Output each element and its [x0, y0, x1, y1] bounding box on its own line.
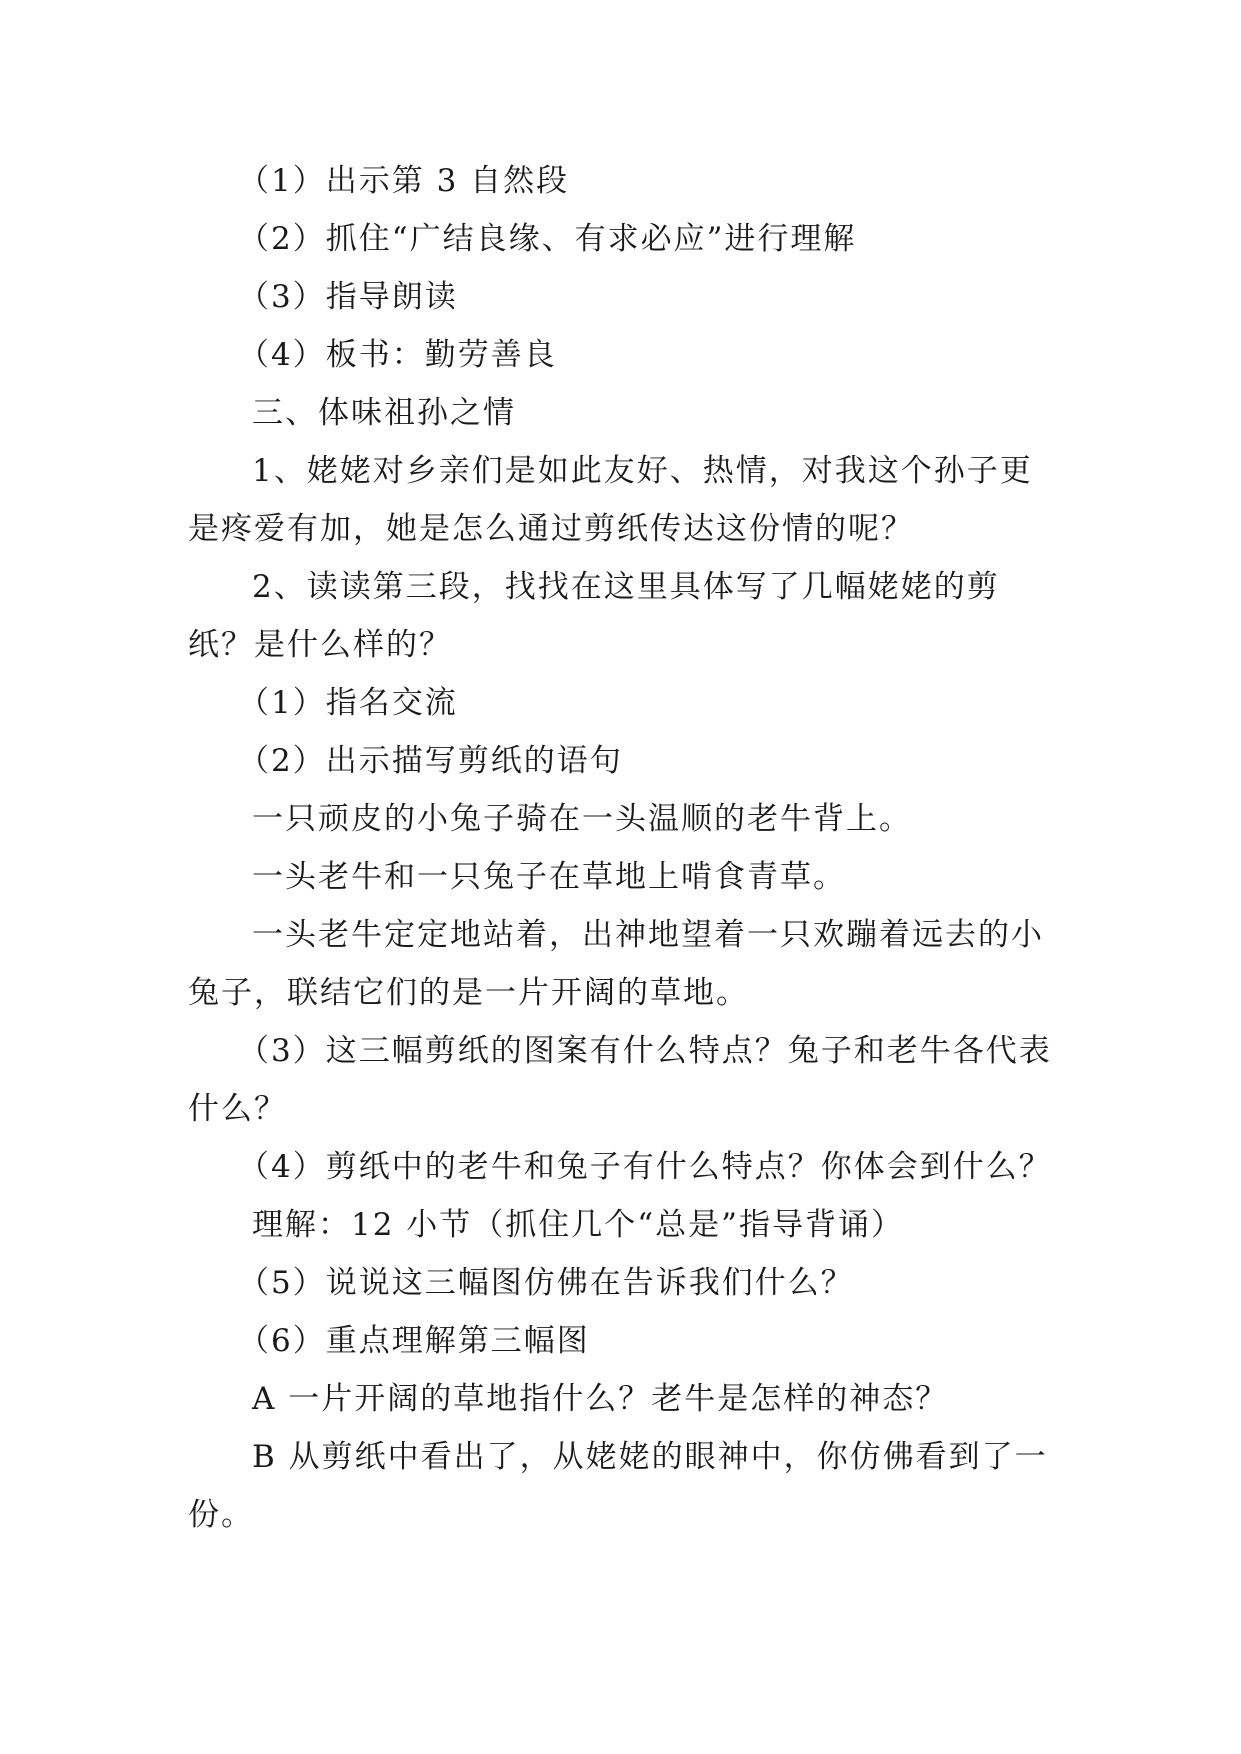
paragraph-14: （4）剪纸中的老牛和兔子有什么特点？你体会到什么？	[238, 1149, 1052, 1185]
paragraph-8: （1）指名交流	[238, 685, 458, 721]
document-body	[188, 152, 1058, 1544]
paragraph-16: （5）说说这三幅图仿佛在告诉我们什么？	[238, 1265, 854, 1301]
paragraph-13: （3）这三幅剪纸的图案有什么特点？兔子和老牛各代表什么？	[188, 1033, 1052, 1127]
paragraph-3: （3）指导朗读	[238, 279, 458, 315]
paragraph-9: （2）出示描写剪纸的语句	[238, 743, 623, 779]
paragraph-2: （2）抓住“广结良缘、有求必应”进行理解	[238, 221, 857, 257]
paragraph-11: 一头老牛和一只兔子在草地上啃食青草。	[252, 859, 846, 895]
paragraph-4: （4）板书：勤劳善良	[238, 337, 557, 373]
section-heading: 三、体味祖孙之情	[252, 395, 516, 431]
paragraph-7: 2、读读第三段，找找在这里具体写了几幅姥姥的剪纸？是什么样的？	[188, 569, 1000, 663]
paragraph-19: B 从剪纸中看出了，从姥姥的眼神中，你仿佛看到了一份。	[188, 1439, 1048, 1533]
paragraph-18: A 一片开阔的草地指什么？老牛是怎样的神态？	[252, 1381, 949, 1417]
paragraph-6: 1、姥姥对乡亲们是如此友好、热情，对我这个孙子更是疼爱有加，她是怎么通过剪纸传达这份情的呢？	[188, 453, 1033, 547]
paragraph-12: 一头老牛定定地站着，出神地望着一只欢蹦着远去的小兔子，联结它们的是一片开阔的草地。	[188, 917, 1044, 1011]
paragraph-15: 理解：12 小节（抓住几个“总是”指导背诵）	[252, 1207, 904, 1243]
paragraph-10: 一只顽皮的小兔子骑在一头温顺的老牛背上。	[252, 801, 912, 837]
paragraph-1: （1）出示第 3 自然段	[238, 163, 570, 199]
paragraph-17: （6）重点理解第三幅图	[238, 1323, 590, 1359]
